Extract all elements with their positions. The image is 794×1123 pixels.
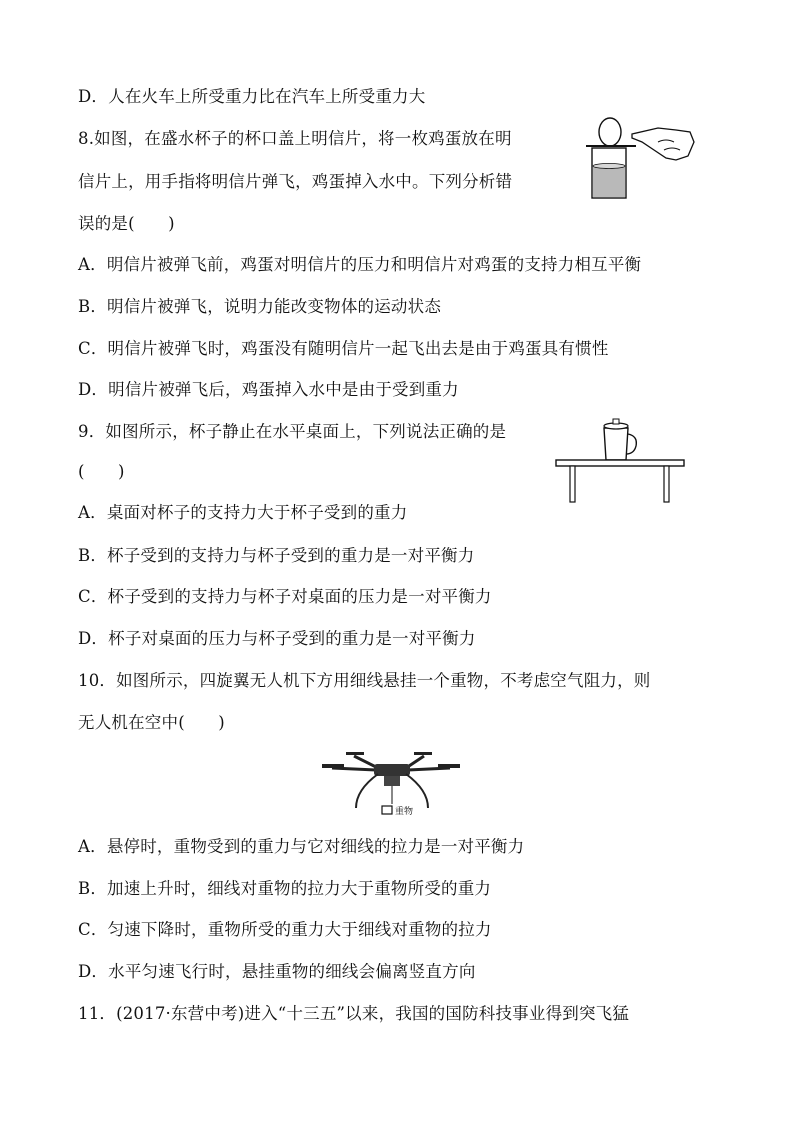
- q8-option-a: A．明信片被弹飞前，鸡蛋对明信片的压力和明信片对鸡蛋的支持力相互平衡: [78, 255, 642, 274]
- q10-option-c: C．匀速下降时，重物所受的重力大于细线对重物的拉力: [78, 920, 492, 939]
- table-top-shape: [556, 460, 684, 466]
- q8-stem-line-2: 信片上，用手指将明信片弹飞，鸡蛋掉入水中。下列分析错: [78, 172, 513, 191]
- cup-on-table-figure: [552, 414, 688, 506]
- drone-figure: [316, 744, 468, 824]
- table-leg-right: [664, 466, 669, 502]
- weight-label: 重物: [395, 807, 414, 817]
- q8-option-b: B．明信片被弹飞，说明力能改变物体的运动状态: [78, 297, 442, 316]
- q10-option-d: D．水平匀速飞行时，悬挂重物的细线会偏离竖直方向: [78, 962, 476, 981]
- q9-option-d: D．杯子对桌面的压力与杯子受到的重力是一对平衡力: [78, 629, 476, 648]
- q10-option-b: B．加速上升时，细线对重物的拉力大于重物所受的重力: [78, 879, 492, 898]
- q9-stem-line-1: 9．如图所示，杯子静止在水平桌面上，下列说法正确的是: [78, 422, 507, 441]
- q8-stem-line-3: 误的是( ): [78, 214, 175, 233]
- egg-cup-finger-figure: [580, 112, 700, 204]
- water-shape: [593, 166, 625, 197]
- table-leg-left: [570, 466, 575, 502]
- finger-hand-shape: [632, 128, 694, 160]
- q10-stem-line-2: 无人机在空中( ): [78, 713, 225, 732]
- q7-option-d: D．人在火车上所受重力比在汽车上所受重力大: [78, 87, 426, 106]
- q8-option-d: D．明信片被弹飞后，鸡蛋掉入水中是由于受到重力: [78, 380, 459, 399]
- q10-stem-line-1: 10．如图所示，四旋翼无人机下方用细线悬挂一个重物，不考虑空气阻力，则: [78, 671, 651, 690]
- q9-option-a: A．桌面对杯子的支持力大于杯子受到的重力: [78, 503, 408, 522]
- q8-stem-line-1: 8.如图，在盛水杯子的杯口盖上明信片，将一枚鸡蛋放在明: [78, 129, 512, 148]
- q10-option-a: A．悬停时，重物受到的重力与它对细线的拉力是一对平衡力: [78, 837, 525, 856]
- cup-shape: [604, 428, 628, 460]
- weight-box: [382, 806, 392, 814]
- q9-stem-line-2: ( ): [78, 462, 125, 481]
- landing-gear-left: [356, 774, 378, 808]
- q8-option-c: C．明信片被弹飞时，鸡蛋没有随明信片一起飞出去是由于鸡蛋具有惯性: [78, 339, 609, 358]
- egg-shape: [599, 118, 621, 146]
- drone-body-shape: [374, 764, 410, 776]
- q9-option-c: C．杯子受到的支持力与杯子对桌面的压力是一对平衡力: [78, 587, 492, 606]
- q11-stem-line-1: 11．(2017·东营中考)进入“十三五”以来，我国的国防科技事业得到突飞猛: [78, 1004, 630, 1023]
- landing-gear-right: [406, 774, 428, 808]
- q9-option-b: B．杯子受到的支持力与杯子受到的重力是一对平衡力: [78, 546, 475, 565]
